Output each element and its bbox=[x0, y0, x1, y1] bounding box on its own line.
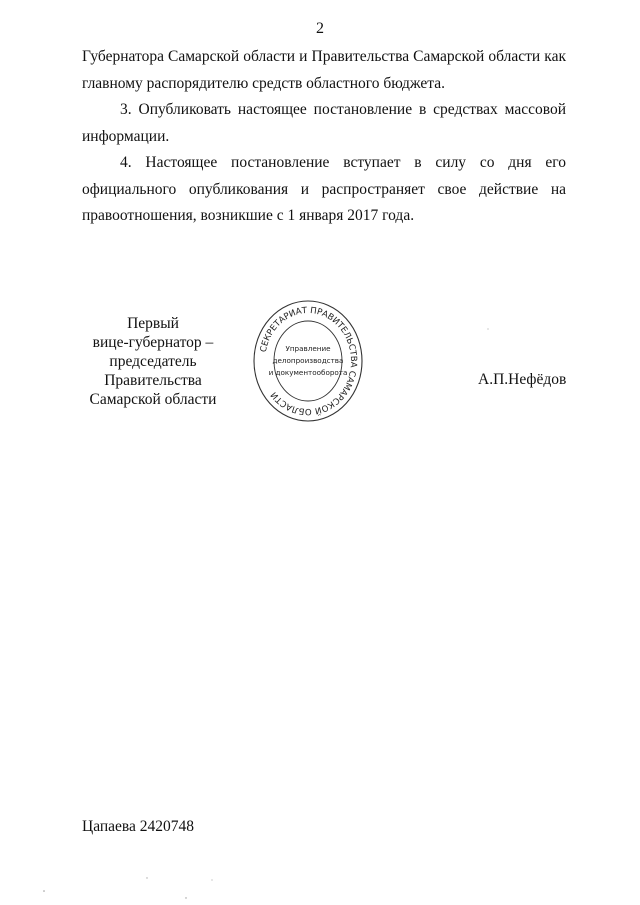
stamp-center-line: Управление bbox=[285, 344, 331, 353]
executor-contact: Цапаева 2420748 bbox=[82, 818, 195, 835]
stamp-center-line: делопроизводства bbox=[272, 356, 344, 365]
official-stamp bbox=[251, 296, 365, 426]
stamp-ring-text: СЕКРЕТАРИАТ ПРАВИТЕЛЬСТВА САМАРСКОЙ ОБЛАСТИ bbox=[258, 305, 359, 417]
signatory-title-line: вице-губернатор – bbox=[92, 334, 214, 351]
stamp-center-line: и документооборота bbox=[268, 368, 348, 377]
document-body bbox=[82, 44, 566, 230]
paragraph-4: 4. Настоящее постановление вступает в силу со дня его официального опубликования и распространяет свое действие на правоотношения, возникшие с 1 января 2017 года. bbox=[82, 154, 566, 224]
signatory-name: А.П.Нефёдов bbox=[478, 371, 567, 388]
signatory-title bbox=[60, 314, 246, 409]
paragraph-continuation: Губернатора Самарской области и Правительства Самарской области как главному распорядителю средств областного бюджета. bbox=[82, 48, 566, 92]
page-number: 2 bbox=[316, 20, 324, 37]
signatory-title-line: Первый bbox=[127, 315, 179, 332]
signatory-title-line: Самарской области bbox=[89, 391, 217, 408]
paragraph-3: 3. Опубликовать настоящее постановление в средствах массовой информации. bbox=[82, 101, 566, 145]
signatory-title-line: председатель Правительства bbox=[104, 353, 202, 389]
